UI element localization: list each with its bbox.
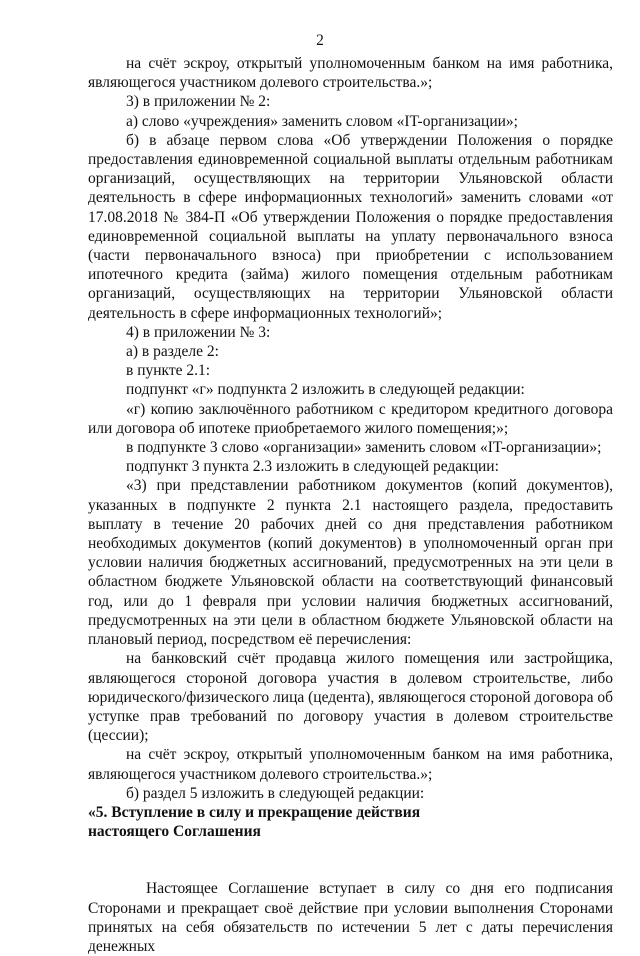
spacer	[88, 841, 613, 879]
paragraph: на счёт эскроу, открытый уполномоченным банком на имя работника, являющегося участником долевого строительства.»;	[88, 55, 613, 92]
document-body	[88, 54, 613, 956]
paragraph: 4) в приложении № 3:	[126, 323, 271, 341]
paragraph: в подпункте 3 слово «организации» заменить словом «IT-организации»;	[126, 439, 602, 457]
paragraph: подпункт 3 пункта 2.3 изложить в следующей редакции:	[126, 458, 499, 476]
section-heading: «5. Вступление в силу и прекращение действия	[88, 803, 421, 821]
paragraph: Настоящее Соглашение вступает в силу со дня его подписания Сторонами и прекращает своё действие при условии выполнения Сторонами принятых на себя обязательств по истечении 5 лет с даты перечисления денежных	[88, 880, 613, 955]
paragraph: в пункте 2.1:	[126, 362, 211, 380]
paragraph: б) в абзаце первом слова «Об утверждении Положения о порядке предоставления единовременной социальной выплаты отдельным работникам организаций, осуществляющих на территории Ульяновской области деятельность в сфере информационных технологий» заменить словами «от 17.08.2018 № 384-П «Об утверждении Положения о порядке предоставления единовременной социальной выплаты на уплату первоначального взноса (части первоначального взноса) при приобретении с использованием ипотечного кредита (займа) жилого помещения отдельным работникам организаций, осуществляющих на территории Ульяновской области деятельность в сфере информационных технологий»;	[88, 131, 613, 322]
paragraph: на банковский счёт продавца жилого помещения или застройщика, являющегося стороной договора участия в долевом строительстве, либо юридического/физического лица (цедента), являющегося стороной договора об уступке прав требований по договору участия в долевом строительстве (цессии);	[88, 650, 613, 745]
paragraph: 3) в приложении № 2:	[126, 93, 271, 111]
paragraph: а) в разделе 2:	[126, 343, 219, 361]
section-heading: настоящего Соглашения	[88, 823, 261, 841]
paragraph: подпункт «г» подпункта 2 изложить в следующей редакции:	[126, 381, 525, 399]
paragraph: на счёт эскроу, открытый уполномоченным банком на имя работника, являющегося участником долевого строительства.»;	[88, 746, 613, 783]
paragraph: б) раздел 5 изложить в следующей редакции:	[126, 784, 425, 802]
paragraph: «3) при представлении работником документов (копий документов), указанных в подпункте 2 пункта 2.1 настоящего раздела, предоставить выплату в течение 20 рабочих дней со дня представления работником необходимых документов (копий документов) в уполномоченный орган при условии наличия бюджетных ассигнований, предусмотренных на эти цели в областном бюджете Ульяновской области на соответствующий финансовый год, или до 1 февраля при условии наличия бюджетных ассигнований, предусмотренных на эти цели в областном бюджете Ульяновской области на плановый период, посредством её перечисления:	[88, 477, 613, 649]
paragraph: а) слово «учреждения» заменить словом «IT-организации»;	[126, 112, 518, 130]
paragraph: «г) копию заключённого работником с кредитором кредитного договора или договора об ипотеке приобретаемого жилого помещения;»;	[88, 400, 613, 437]
page-number: 2	[316, 32, 324, 49]
